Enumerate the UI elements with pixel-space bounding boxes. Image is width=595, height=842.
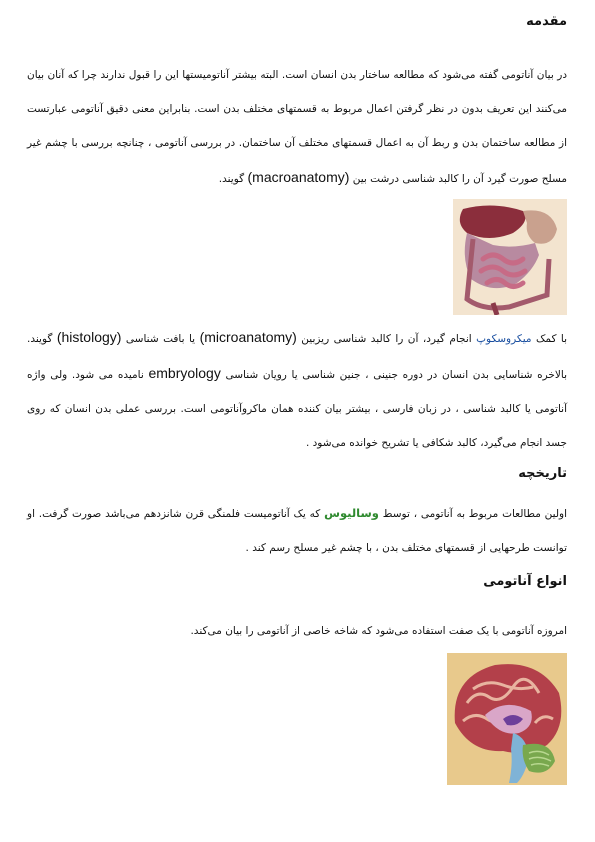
heading-types: انواع آناتومی: [483, 574, 567, 589]
paragraph-intro-2: [27, 320, 567, 460]
term-microanatomy: (microanatomy): [199, 329, 297, 345]
intro-text-a: در بیان آناتومی گفته می‌شود که مطالعه ساختار بدن انسان است. البته بیشتر آناتومیستها این را قبول ندارند چرا که آنان بیان می‌کنند این تعریف بدون در نظر گرفتن اعمال مربوط به قسمتهای مختلف بدن است. بنابراین معنی دقیق آناتومی عبارتست از مطالعه ساختمان بدن و ربط آن به اعمال قسمتهای مختلف آن ساختمان. در بررسی آناتومی ، چنانچه بررسی با چشم غیر مسلح صورت گیرد آن را کالبد شناسی درشت بین: [27, 69, 567, 185]
intro2-text-d: گویند. بالاخره شناسایی بدن انسان در دوره جنینی ، جنین شناسی یا رویان شناسی: [27, 333, 567, 381]
intro-text-b: گویند.: [218, 173, 245, 185]
microscope-link[interactable]: میکروسکوپ: [476, 333, 532, 345]
paragraph-types: امروزه آناتومی با یک صفت استفاده می‌شود که شاخه خاصی از آناتومی را بیان می‌کند.: [190, 625, 567, 637]
history-text-b: که یک آناتومیست فلمنگی قرن شانزدهم می‌باشد صورت گرفت. او توانست طرحهایی از قسمتهای مختلف بدن ، با چشم غیر مسلح رسم کند .: [27, 508, 567, 554]
term-macroanatomy: (macroanatomy): [247, 169, 350, 185]
intro2-text-e: نامیده می شود. ولی واژه آناتومی یا کالبد شناسی ، در زبان فارسی ، بیشتر بیان کننده همان ماکروآناتومی است. بررسی عملی بدن انسان که روی جسد انجام می‌گیرد، کالبد شکافی یا تشریح خوانده می‌شود .: [27, 369, 567, 449]
brain-section-illustration: [447, 653, 567, 785]
intro2-text-c: یا بافت شناسی: [125, 333, 196, 345]
heading-intro: مقدمه: [526, 14, 567, 29]
term-histology: (histology): [56, 329, 122, 345]
heading-history: تاریخچه: [518, 466, 567, 481]
vesalius-name: وسالیوس: [324, 506, 379, 520]
intro2-text-a: با کمک: [535, 333, 568, 345]
paragraph-history: [27, 496, 567, 565]
digestive-organs-illustration: [453, 199, 567, 315]
term-embryology: embryology: [148, 365, 221, 381]
history-text-a: اولین مطالعات مربوط به آناتومی ، توسط: [382, 508, 568, 520]
paragraph-intro-1: [27, 58, 567, 196]
intro2-text-b: انجام گیرد، آن را کالبد شناسی ریزبین: [301, 333, 472, 345]
